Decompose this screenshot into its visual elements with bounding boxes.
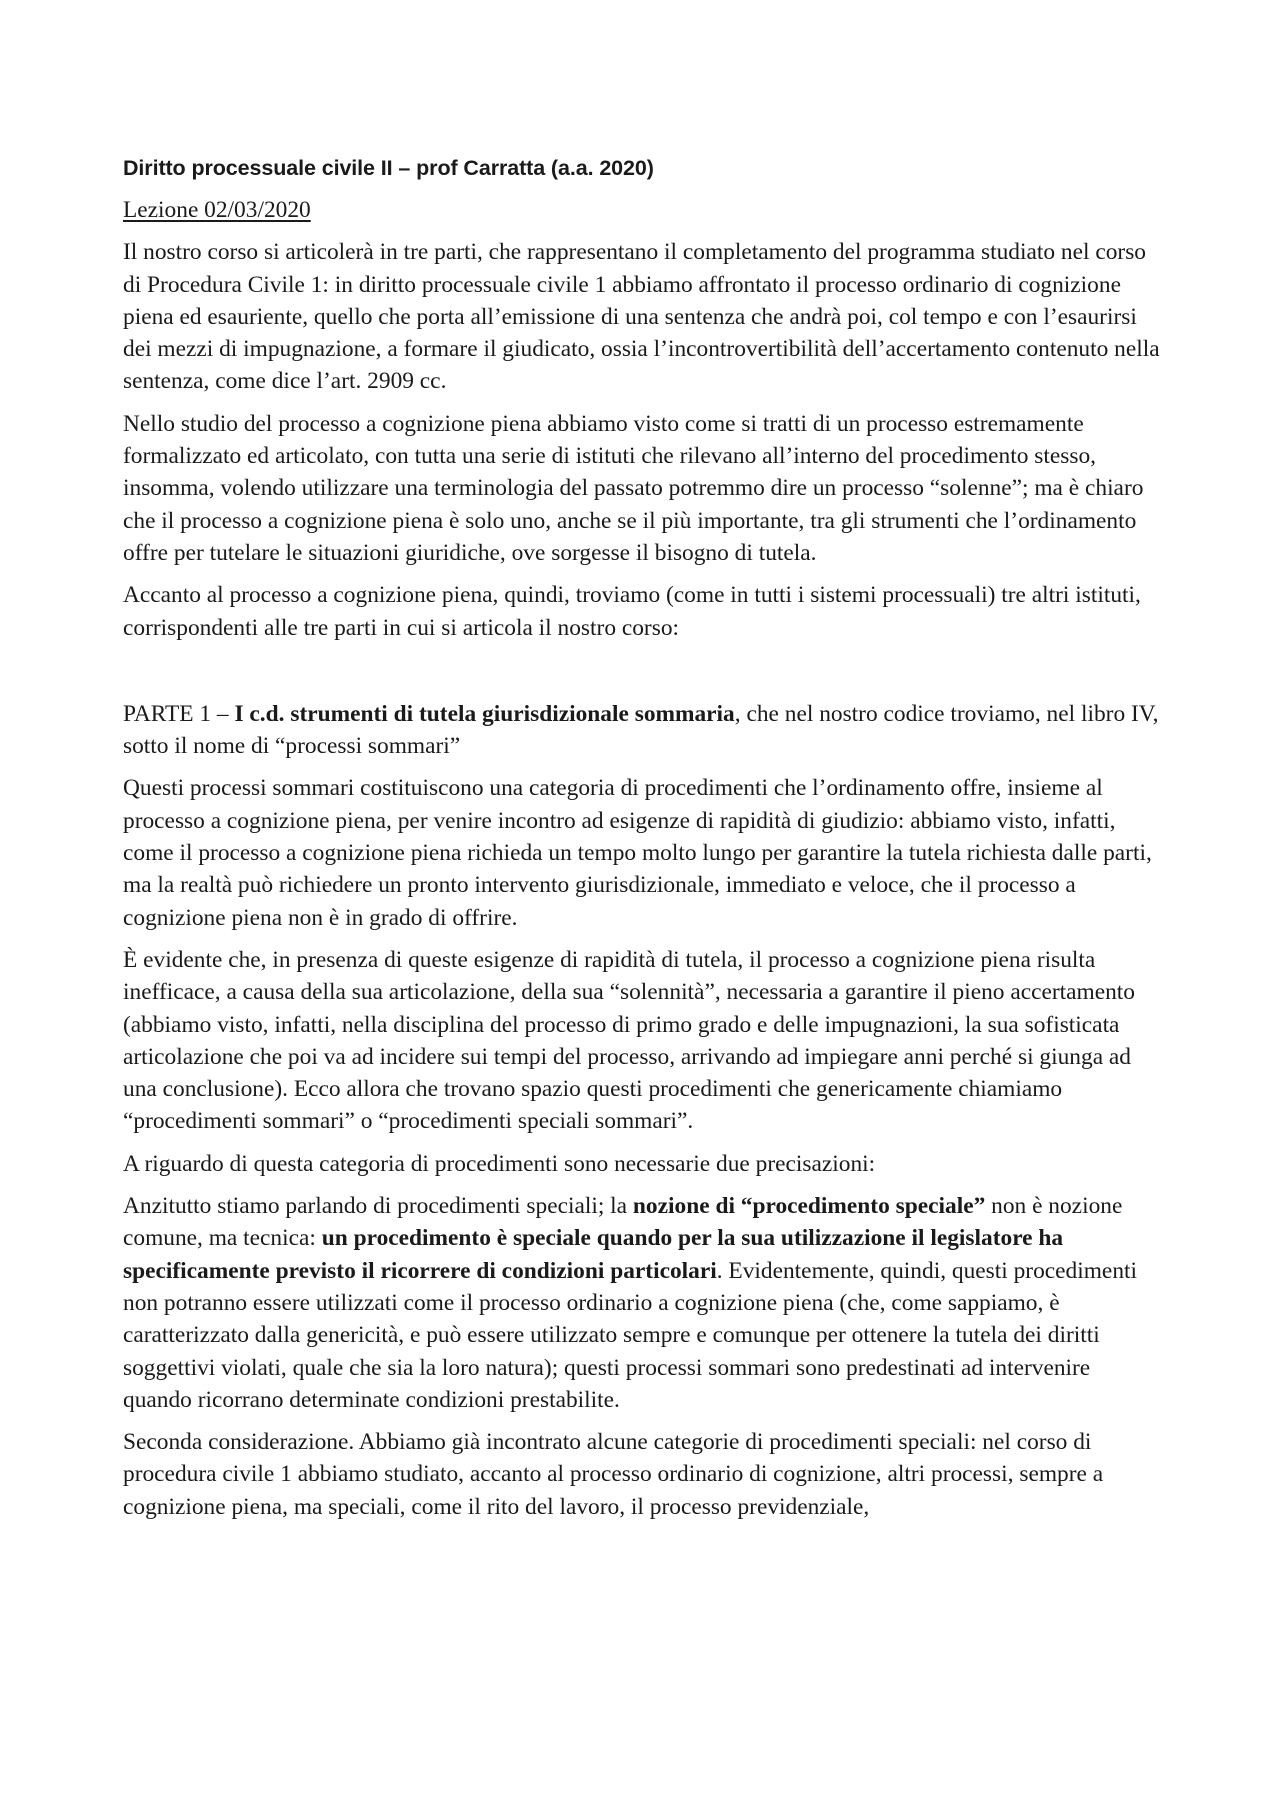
part-1-suffix: , che nel nostro codice troviamo, nel libro IV, sotto il nome di “processi sommari” (123, 700, 1159, 760)
paragraph-6: A riguardo di questa categoria di procedimenti sono necessarie due precisazioni: (123, 1150, 876, 1177)
paragraph-2: Nello studio del processo a cognizione piena abbiamo visto come si tratti di un processo estremamente formalizzato ed articolato, con tutta una serie di istituti che rilevano all’interno del procedimento stesso, insomma, volendo utilizzare una terminologia del passato potremmo dire un processo “solenne”; ma è chiaro che il processo a cognizione piena è solo uno, anche se il più importante, tra gli strumenti che l’ordinamento offre per tutelare le situazioni giuridiche, ove sorgesse il bisogno di tutela. (123, 410, 1144, 566)
paragraph-7 (123, 1190, 1163, 1416)
part-1-heading (123, 698, 1163, 763)
paragraph-8: Seconda considerazione. Abbiamo già incontrato alcune categorie di procedimenti speciali: nel corso di procedura civile 1 abbiamo studiato, accanto al processo ordinario di cognizione, altri processi, sempre a cognizione piena, ma speciali, come il rito del lavoro, il processo previdenziale, (123, 1429, 1104, 1520)
paragraph-1: Il nostro corso si articolerà in tre parti, che rappresentano il completamento del programma studiato nel corso di Procedura Civile 1: in diritto processuale civile 1 abbiamo affrontato il processo ordinario di cognizione piena ed esauriente, quello che porta all’emissione di una sentenza che andrà poi, col tempo e con l’esaurirsi dei mezzi di impugnazione, a formare il giudicato, ossia l’incontrovertibilità dell’accertamento contenuto nella sentenza, come dice l’art. 2909 cc. (123, 239, 1160, 395)
paragraph-7-bold-definition: un procedimento è speciale quando per la sua utilizzazione il legislatore ha specificamente previsto il ricorrere di condizioni particolari (123, 1225, 1064, 1284)
part-1-prefix: PARTE 1 – (123, 700, 235, 727)
paragraph-3: Accanto al processo a cognizione piena, quindi, troviamo (come in tutti i sistemi processuali) tre altri istituti, corrispondenti alle tre parti in cui si articola il nostro corso: (123, 582, 1141, 641)
paragraph-7-part-e: . Evidentemente, quindi, questi procedimenti non potranno essere utilizzati come il processo ordinario a cognizione piena (che, come sappiamo, è caratterizzato dalla genericità, e può essere utilizzato sempre e comunque per ottenere la tutela dei diritti soggettivi violati, quale che sia la loro natura); questi processi sommari sono predestinati ad intervenire quando ricorrano determinate condizioni prestabilite. (123, 1257, 1138, 1413)
document-body (123, 152, 1163, 1533)
paragraph-7-part-c: non è nozione comune, ma tecnica: (123, 1193, 1123, 1252)
section-spacer (123, 654, 1163, 698)
paragraph-7-bold-term: nozione di “procedimento speciale” (632, 1193, 986, 1220)
lesson-date: Lezione 02/03/2020 (123, 197, 311, 223)
paragraph-5: È evidente che, in presenza di queste esigenze di rapidità di tutela, il processo a cognizione piena risulta inefficace, a causa della sua articolazione, della sua “solennità”, necessaria a garantire il pieno accertamento (abbiamo visto, infatti, nella disciplina del processo di primo grado e delle impugnazioni, la sua sofisticata articolazione che poi va ad incidere sui tempi del processo, arrivando ad impiegare anni perché si giunga ad una conclusione). Ecco allora che trovano spazio questi procedimenti che genericamente chiamiamo “procedimenti sommari” o “procedimenti speciali sommari”. (123, 946, 1135, 1135)
paragraph-4: Questi processi sommari costituiscono una categoria di procedimenti che l’ordinamento offre, insieme al processo a cognizione piena, per venire incontro ad esigenze di rapidità di giudizio: abbiamo visto, infatti, come il processo a cognizione piena richieda un tempo molto lungo per garantire la tutela richiesta dalle parti, ma la realtà può richiedere un pronto intervento giurisdizionale, immediato e veloce, che il processo a cognizione piena non è in grado di offrire. (123, 775, 1152, 931)
paragraph-7-part-a: Anzitutto stiamo parlando di procedimenti speciali; la (123, 1193, 633, 1220)
part-1-title: I c.d. strumenti di tutela giurisdizionale sommaria (234, 700, 735, 727)
document-title: Diritto processuale civile II – prof Carratta (a.a. 2020) (123, 156, 654, 180)
